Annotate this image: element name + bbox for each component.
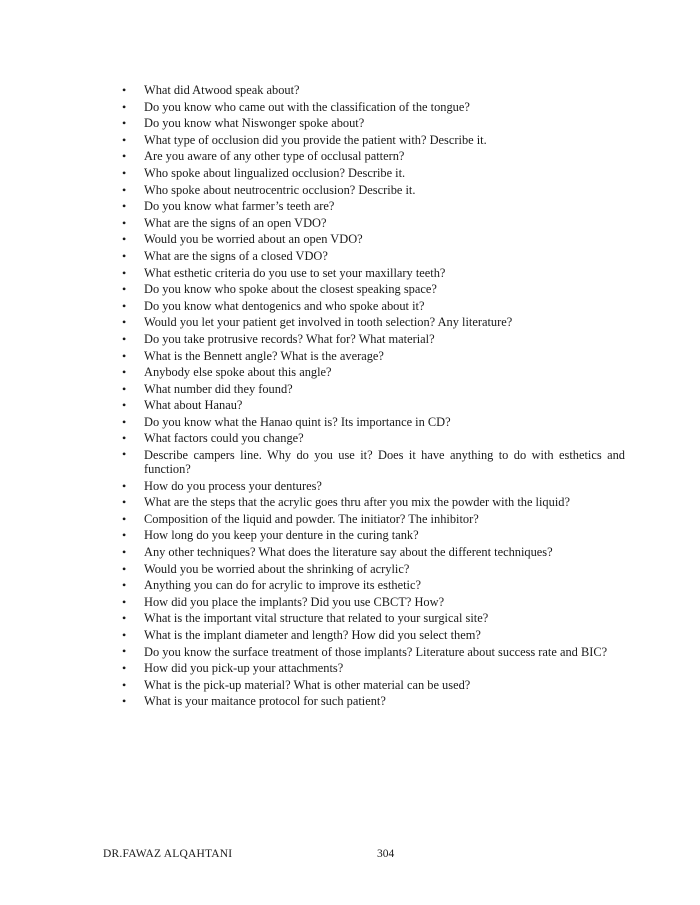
- list-item: • What are the signs of an open VDO?: [120, 215, 625, 232]
- list-item: • Describe campers line. Why do you use it? Does it have anything to do with esthetics and function?: [120, 447, 625, 478]
- list-item: • What is your maitance protocol for such patient?: [120, 693, 625, 710]
- list-item: • Do you know who spoke about the closest speaking space?: [120, 281, 625, 298]
- list-item: • Do you know what the Hanao quint is? Its importance in CD?: [120, 414, 625, 431]
- list-item: • Do you take protrusive records? What for? What material?: [120, 331, 625, 348]
- footer-author: DR.FAWAZ ALQAHTANI: [103, 848, 233, 860]
- list-item: • What about Hanau?: [120, 397, 625, 414]
- list-item: • Do you know who came out with the classification of the tongue?: [120, 99, 625, 116]
- list-item: • Composition of the liquid and powder. The initiator? The inhibitor?: [120, 511, 625, 528]
- list-item: • What are the signs of a closed VDO?: [120, 248, 625, 265]
- list-item: • What esthetic criteria do you use to set your maxillary teeth?: [120, 265, 625, 282]
- list-item: • Would you be worried about the shrinking of acrylic?: [120, 561, 625, 578]
- list-item: • What did Atwood speak about?: [120, 82, 625, 99]
- list-item: • Anything you can do for acrylic to improve its esthetic?: [120, 577, 625, 594]
- list-item: • Anybody else spoke about this angle?: [120, 364, 625, 381]
- list-item: • What number did they found?: [120, 381, 625, 398]
- list-item: • Would you let your patient get involved in tooth selection? Any literature?: [120, 314, 625, 331]
- list-item: • Any other techniques? What does the literature say about the different techniques?: [120, 544, 625, 561]
- list-item: • What is the Bennett angle? What is the average?: [120, 348, 625, 365]
- list-item: • What is the implant diameter and length? How did you select them?: [120, 627, 625, 644]
- list-item: • How did you place the implants? Did you use CBCT? How?: [120, 594, 625, 611]
- list-item: • What are the steps that the acrylic goes thru after you mix the powder with the liquid?: [120, 494, 625, 511]
- page-number: 304: [377, 848, 395, 860]
- list-item: • Are you aware of any other type of occlusal pattern?: [120, 148, 625, 165]
- list-item: • How did you pick-up your attachments?: [120, 660, 625, 677]
- list-item: • Do you know the surface treatment of those implants? Literature about success rate and BIC?: [120, 644, 625, 661]
- list-item: • How do you process your dentures?: [120, 478, 625, 495]
- list-item: • What is the pick-up material? What is other material can be used?: [120, 677, 625, 694]
- question-list: [120, 82, 625, 710]
- list-item: • What type of occlusion did you provide the patient with? Describe it.: [120, 132, 625, 149]
- list-item: • What factors could you change?: [120, 430, 625, 447]
- list-item: • Who spoke about lingualized occlusion? Describe it.: [120, 165, 625, 182]
- list-item: • How long do you keep your denture in the curing tank?: [120, 527, 625, 544]
- list-item: • Who spoke about neutrocentric occlusion? Describe it.: [120, 182, 625, 199]
- list-item: • Do you know what Niswonger spoke about?: [120, 115, 625, 132]
- list-item: • What is the important vital structure that related to your surgical site?: [120, 610, 625, 627]
- list-item: • Do you know what farmer’s teeth are?: [120, 198, 625, 215]
- list-item: • Would you be worried about an open VDO?: [120, 231, 625, 248]
- list-item: • Do you know what dentogenics and who spoke about it?: [120, 298, 625, 315]
